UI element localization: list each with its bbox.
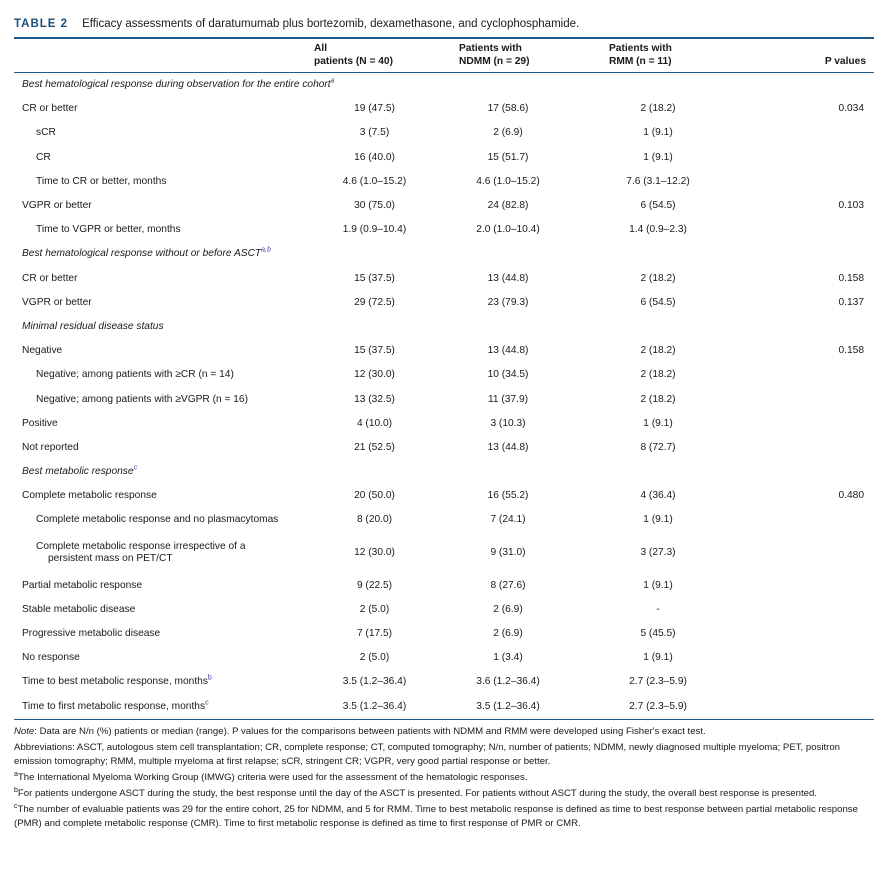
cell-all-patients: 15 (37.5) — [354, 345, 395, 357]
row-label: Complete metabolic response — [22, 490, 157, 502]
cell-ndmm: 16 (55.2) — [487, 490, 529, 502]
cell-rmm: 1.4 (0.9–2.3) — [629, 224, 687, 236]
footnote-marker: c — [133, 464, 138, 472]
table-notes — [14, 725, 874, 831]
table-row — [14, 695, 874, 719]
cell-p-value — [759, 598, 874, 622]
cell-all-patients: 3.5 (1.2–36.4) — [342, 700, 407, 712]
section-row — [14, 242, 874, 266]
efficacy-table — [14, 39, 874, 719]
cell-rmm: 4 (36.4) — [640, 490, 676, 502]
row-label: Not reported — [22, 441, 79, 453]
footnote-marker: b — [207, 675, 212, 683]
cell-ndmm: 9 (31.0) — [490, 547, 526, 559]
row-label: CR or better — [22, 272, 78, 284]
cell-all-patients: 30 (75.0) — [354, 200, 395, 212]
cell-all-patients: 2 (5.0) — [359, 652, 390, 664]
table-row — [14, 170, 874, 194]
cell-ndmm: 13 (44.8) — [487, 272, 529, 284]
row-label: VGPR or better — [22, 200, 92, 212]
cell-rmm: 2 (18.2) — [640, 103, 676, 115]
header-empty — [14, 39, 314, 73]
cell-p-value — [759, 387, 874, 411]
cell-all-patients: 16 (40.0) — [354, 151, 395, 163]
cell-p-value: 0.137 — [838, 296, 864, 308]
cell-rmm: 2 (18.2) — [640, 393, 676, 405]
cell-rmm: 6 (54.5) — [640, 296, 676, 308]
cell-all-patients: 15 (37.5) — [354, 272, 395, 284]
cell-p-value: 0.480 — [838, 490, 864, 502]
table-row — [14, 622, 874, 646]
row-label: CR or better — [22, 103, 78, 115]
cell-ndmm: 2.0 (1.0–10.4) — [476, 224, 540, 236]
table-row — [14, 508, 874, 532]
cell-ndmm: 7 (24.1) — [490, 514, 526, 526]
cell-rmm: 2.7 (2.3–5.9) — [629, 700, 687, 712]
cell-ndmm: 1 (3.4) — [493, 652, 523, 664]
cell-p-value — [759, 622, 874, 646]
cell-rmm: 2 (18.2) — [640, 345, 676, 357]
cell-p-value — [759, 574, 874, 598]
cell-rmm: 1 (9.1) — [643, 652, 673, 664]
cell-all-patients: 29 (72.5) — [354, 296, 395, 308]
cell-p-value — [759, 436, 874, 460]
row-label: Time to VGPR or better, months — [36, 224, 181, 236]
cell-all-patients: 2 (5.0) — [359, 603, 390, 615]
cell-p-value: 0.158 — [838, 345, 864, 357]
cell-ndmm: 11 (37.9) — [487, 393, 529, 405]
cell-p-value — [759, 146, 874, 170]
header-all-patients: All patients (N = 40) — [314, 43, 393, 67]
cell-all-patients: 3.5 (1.2–36.4) — [342, 676, 407, 688]
abbreviations-paragraph: Abbreviations: ASCT, autologous stem cell transplantation; CR, complete response; CT, computed tomography; N/n, number of patients; NDMM, newly diagnosed multiple myeloma; PET, positron emission tomography; RMM, multiple myeloma at first relapse; sCR, stringent CR; VGPR, very good partial response or better. — [14, 741, 840, 767]
cell-all-patients: 12 (30.0) — [354, 369, 395, 381]
table-row — [14, 412, 874, 436]
section-heading: Best metabolic response$^c$ — [22, 464, 138, 478]
table-row — [14, 533, 874, 574]
section-heading: Best hematological response without or before ASCT$^{a,b}$ — [22, 247, 271, 260]
cell-rmm: 8 (72.7) — [640, 441, 676, 453]
cell-ndmm: 2 (6.9) — [493, 127, 523, 139]
header-rmm: Patients with RMM (n = 11) — [609, 43, 672, 67]
table-row — [14, 598, 874, 622]
cell-ndmm: 17 (58.6) — [487, 103, 529, 115]
cell-all-patients: 9 (22.5) — [356, 579, 393, 591]
table-caption — [14, 16, 874, 32]
cell-p-value — [759, 508, 874, 532]
table-row — [14, 646, 874, 670]
cell-p-value — [759, 363, 874, 387]
cell-rmm: 1 (9.1) — [643, 514, 673, 526]
cell-ndmm: 2 (6.9) — [493, 603, 523, 615]
table-row — [14, 574, 874, 598]
header-p-values: P values — [824, 56, 866, 67]
row-label: Time to CR or better, months — [36, 175, 167, 187]
cell-ndmm: 3.6 (1.2–36.4) — [476, 676, 540, 688]
row-label: Time to best metabolic response, months$^b$ — [22, 675, 212, 688]
footnote-marker: a — [330, 77, 335, 85]
table-row — [14, 194, 874, 218]
cell-ndmm: 13 (44.8) — [487, 345, 529, 357]
cell-all-patients: 20 (50.0) — [354, 490, 395, 502]
footnote-marker: c — [205, 699, 209, 707]
cell-rmm: 1 (9.1) — [643, 127, 673, 139]
cell-all-patients: 13 (32.5) — [354, 393, 395, 405]
table-row — [14, 436, 874, 460]
table-title: Efficacy assessments of daratumumab plus bortezomib, dexamethasone, and cyclophosphamide. — [82, 18, 580, 30]
cell-rmm: 2.7 (2.3–5.9) — [629, 676, 687, 688]
cell-rmm: 1 (9.1) — [643, 579, 673, 591]
table-row — [14, 339, 874, 363]
table-row — [14, 121, 874, 145]
cell-rmm: 5 (45.5) — [640, 628, 676, 640]
cell-rmm: 1 (9.1) — [643, 417, 673, 429]
table-row — [14, 97, 874, 121]
table-row — [14, 146, 874, 170]
row-label: CR — [36, 151, 51, 163]
cell-p-value: 0.158 — [838, 272, 864, 284]
table-row — [14, 484, 874, 508]
table-row — [14, 387, 874, 411]
note-paragraph: Note: Data are N/n (%) patients or median (range). P values for the comparisons between patients with NDMM and RMM were developed using Fisher's exact test. — [14, 725, 706, 737]
cell-all-patients: 1.9 (0.9–10.4) — [342, 224, 407, 236]
table-body — [14, 73, 874, 719]
cell-all-patients: 12 (30.0) — [354, 547, 395, 559]
cell-all-patients: 8 (20.0) — [356, 514, 393, 526]
cell-rmm: 2 (18.2) — [640, 272, 676, 284]
cell-p-value — [759, 121, 874, 145]
cell-p-value — [759, 170, 874, 194]
cell-all-patients: 4 (10.0) — [356, 417, 393, 429]
cell-all-patients: 19 (47.5) — [354, 103, 395, 115]
footnote-c: $^c$The number of evaluable patients was 29 for the entire cohort, 25 for NDMM, and 5 for RMM. Time to best metabolic response is defined as time to best response between partial metabolic response (PMR) and complete metabolic response (CMR). Time to first metabolic response is defined as time to first response of PMR or CMR. — [14, 802, 858, 829]
cell-rmm: 2 (18.2) — [640, 369, 676, 381]
cell-ndmm: 4.6 (1.0–15.2) — [476, 175, 540, 187]
row-label: Complete metabolic response irrespective of a persistent mass on PET/CT — [36, 541, 246, 565]
cell-ndmm: 24 (82.8) — [487, 200, 529, 212]
section-heading: Minimal residual disease status — [22, 320, 164, 332]
cell-rmm: 1 (9.1) — [643, 151, 673, 163]
row-label: Negative — [22, 345, 63, 357]
cell-rmm: 3 (27.3) — [640, 547, 676, 559]
table-row — [14, 291, 874, 315]
cell-ndmm: 13 (44.8) — [487, 441, 529, 453]
row-label: Negative; among patients with ≥CR (n = 14) — [36, 369, 234, 381]
cell-ndmm: 3.5 (1.2–36.4) — [476, 700, 540, 712]
row-label: Complete metabolic response and no plasmacytomas — [36, 514, 279, 526]
cell-all-patients: 3 (7.5) — [359, 127, 390, 139]
table-row — [14, 363, 874, 387]
row-label: sCR — [36, 127, 56, 139]
row-label: Stable metabolic disease — [22, 603, 136, 615]
table-row — [14, 218, 874, 242]
cell-all-patients: 21 (52.5) — [354, 441, 395, 453]
cell-all-patients: 7 (17.5) — [356, 628, 393, 640]
table-header — [14, 39, 874, 73]
cell-rmm: 6 (54.5) — [640, 200, 676, 212]
cell-p-value — [759, 695, 874, 719]
table-row — [14, 670, 874, 694]
cell-p-value — [759, 533, 874, 574]
footnote-b: $^b$For patients undergone ASCT during the study, the best response until the day of the ASCT is presented. For patients without ASCT during the study, the overall best response is presented. — [14, 786, 817, 799]
row-label: Partial metabolic response — [22, 579, 143, 591]
cell-p-value: 0.034 — [838, 103, 864, 115]
section-row — [14, 460, 874, 484]
cell-p-value — [759, 218, 874, 242]
row-label: VGPR or better — [22, 296, 92, 308]
cell-ndmm: 15 (51.7) — [487, 151, 529, 163]
cell-p-value: 0.103 — [838, 200, 864, 212]
table-row — [14, 267, 874, 291]
section-row — [14, 73, 874, 97]
cell-all-patients: 4.6 (1.0–15.2) — [342, 175, 407, 187]
cell-ndmm: 8 (27.6) — [490, 579, 526, 591]
section-row — [14, 315, 874, 339]
footnote-marker: a,b — [261, 247, 271, 255]
cell-rmm: - — [656, 603, 660, 615]
cell-ndmm: 2 (6.9) — [493, 628, 523, 640]
table-bottom-rule — [14, 719, 874, 720]
row-label: Positive — [22, 417, 58, 429]
cell-p-value — [759, 670, 874, 694]
row-label: Progressive metabolic disease — [22, 628, 161, 640]
footnote-a: $^a$The International Myeloma Working Group (IMWG) criteria were used for the assessment of the hematologic responses. — [14, 770, 528, 783]
cell-ndmm: 10 (34.5) — [487, 369, 529, 381]
table-label: TABLE 2 — [14, 18, 69, 30]
cell-ndmm: 23 (79.3) — [487, 296, 529, 308]
cell-p-value — [759, 646, 874, 670]
header-ndmm: Patients with NDMM (n = 29) — [459, 43, 530, 67]
row-label: Negative; among patients with ≥VGPR (n = 16) — [36, 393, 248, 405]
row-label: Time to first metabolic response, months$^c$ — [22, 699, 209, 712]
cell-rmm: 7.6 (3.1–12.2) — [626, 175, 690, 187]
section-heading: Best hematological response during observation for the entire cohort$^a$ — [22, 77, 335, 91]
row-label: No response — [22, 652, 80, 664]
cell-ndmm: 3 (10.3) — [490, 417, 526, 429]
cell-p-value — [759, 412, 874, 436]
